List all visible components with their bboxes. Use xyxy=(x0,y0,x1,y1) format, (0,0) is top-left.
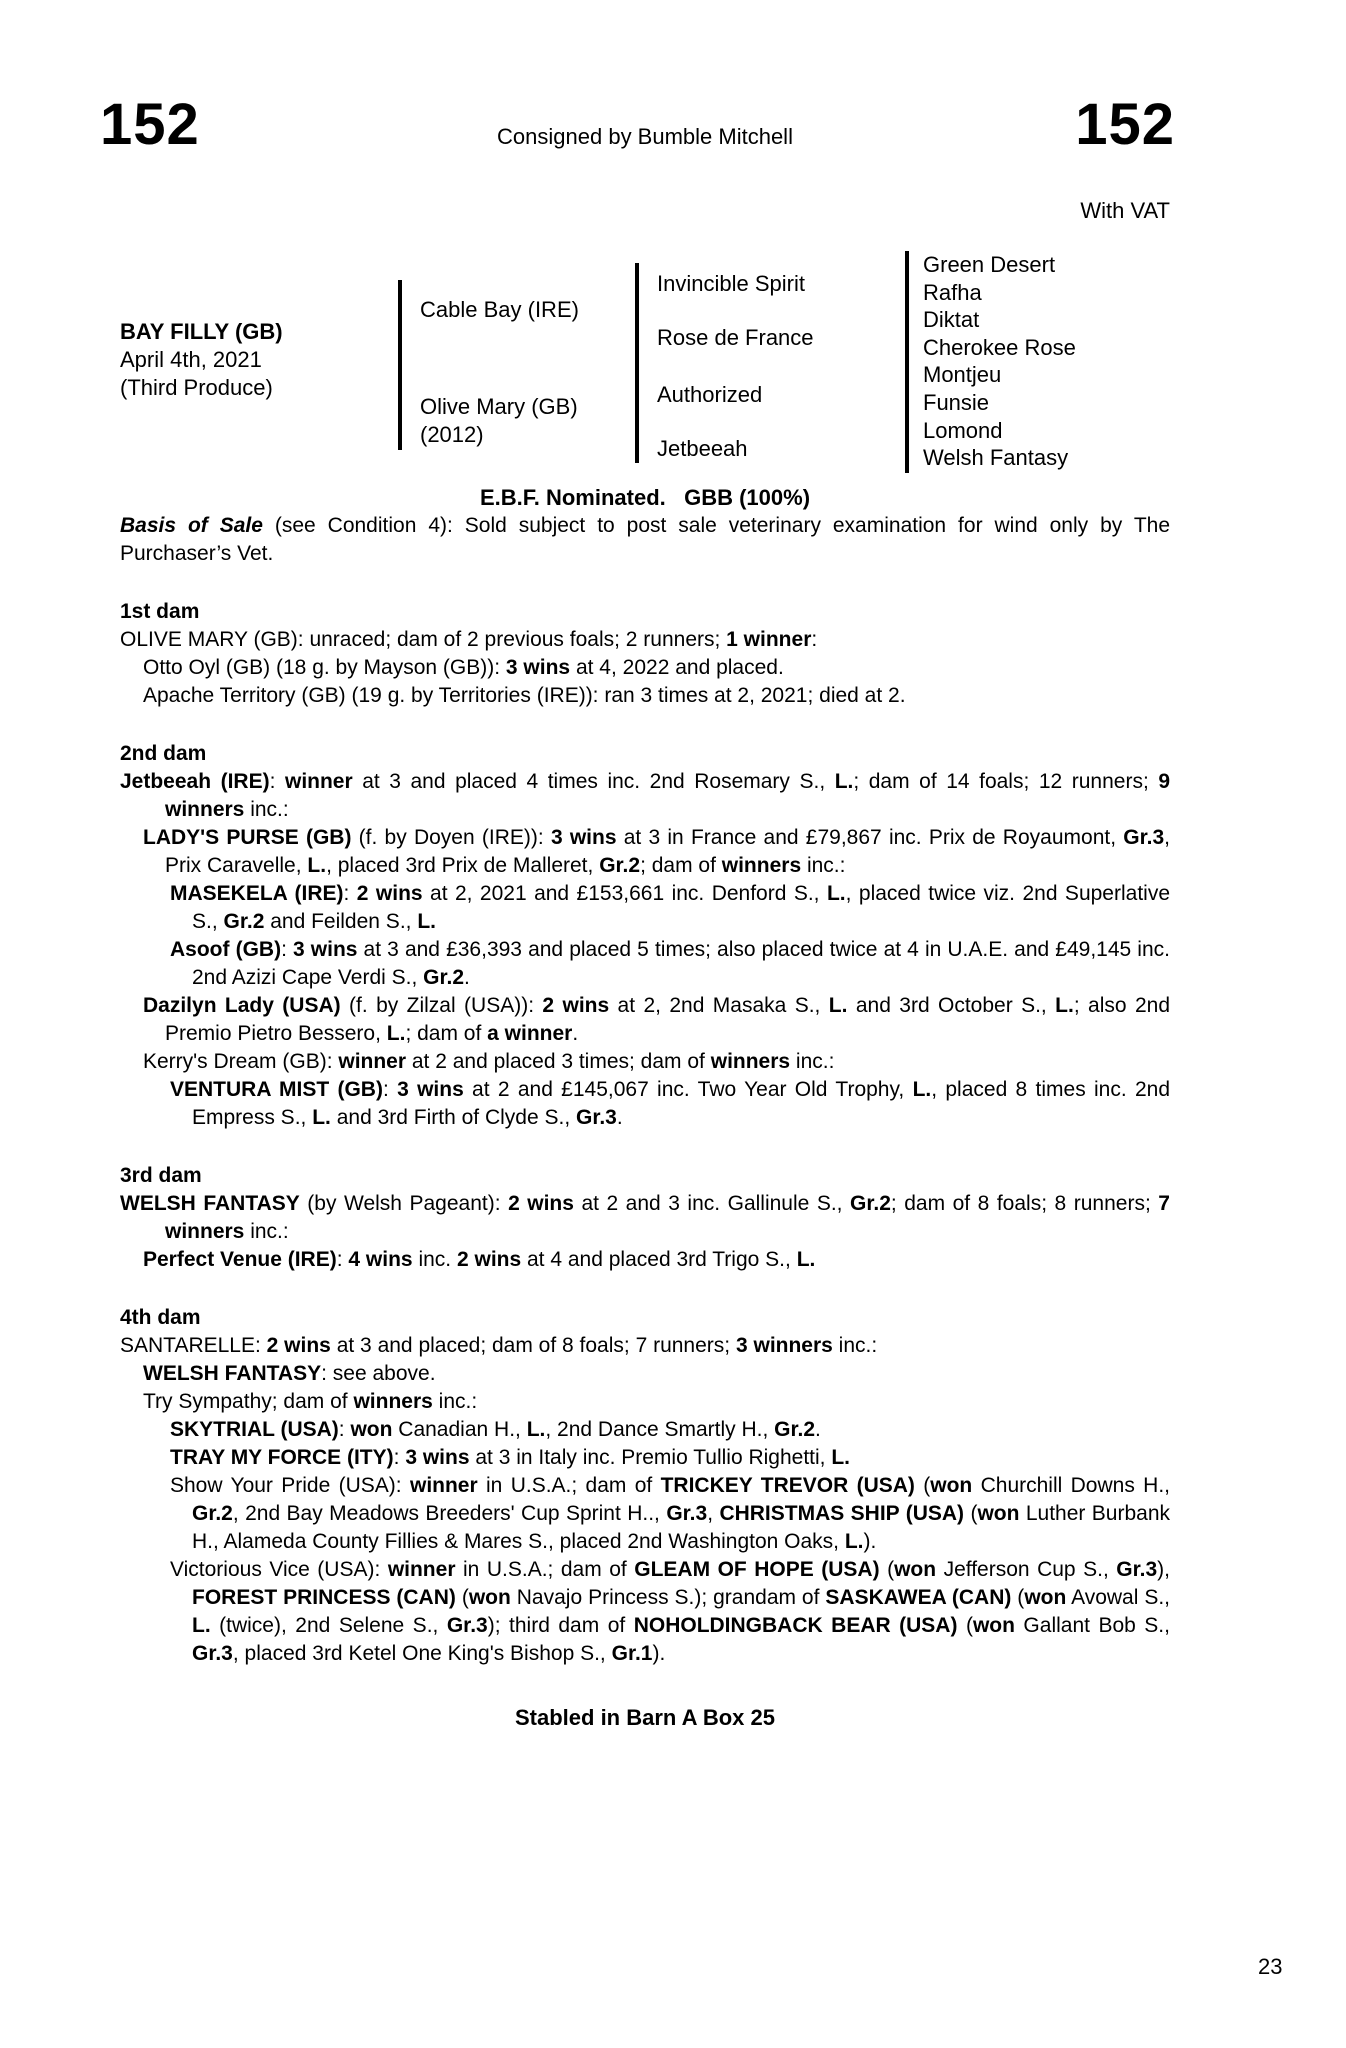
text-run: Gallant Bob S., xyxy=(1014,1614,1170,1637)
text-run: 1 winner xyxy=(726,628,812,651)
text-run: winner xyxy=(409,1474,478,1497)
text-run: Show Your Pride (USA): xyxy=(170,1474,410,1497)
text-run: ( xyxy=(957,1614,973,1637)
basis-of-sale xyxy=(120,512,1170,568)
text-run: ; dam of xyxy=(640,854,722,877)
text-run: at 3 in Italy inc. Premio Tullio Righetti, xyxy=(469,1446,832,1469)
text-run: ), xyxy=(1157,1558,1170,1581)
text-run: : xyxy=(343,882,357,905)
text-run: TRICKEY TREVOR (USA) xyxy=(660,1474,915,1497)
text-run: inc.: xyxy=(432,1390,478,1413)
text-run: winners xyxy=(721,854,802,877)
text-run: at 3 and placed 4 times inc. 2nd Rosemary S., xyxy=(352,770,835,793)
text-run: , 2nd Dance Smartly H., xyxy=(545,1418,775,1441)
text-run: and Feilden S., xyxy=(264,910,418,933)
text-run: 2 wins xyxy=(456,1248,522,1271)
text-run: ( xyxy=(1011,1586,1025,1609)
text-run: Basis of Sale xyxy=(120,514,263,537)
text-run: L. xyxy=(828,994,848,1017)
catalogue-body xyxy=(120,484,1170,1732)
text-run: WELSH FANTASY xyxy=(120,1192,300,1215)
catalogue-paragraph xyxy=(120,1332,1170,1360)
text-run: Gr.3 xyxy=(192,1642,233,1665)
catalogue-paragraph xyxy=(120,682,1170,710)
text-run: (f. by Zilzal (USA)): xyxy=(340,994,543,1017)
text-run: Otto Oyl (GB) (18 g. by Mayson (GB)): xyxy=(143,656,506,679)
text-run: (see Condition 4): Sold subject to post sale veterinary examination for wind only by The Purchaser’s Vet. xyxy=(120,514,1170,565)
text-run: Gr.1 xyxy=(611,1642,653,1665)
dam-section-heading: 3rd dam xyxy=(120,1164,202,1187)
text-run: at 2 and placed 3 times; dam of xyxy=(406,1050,711,1073)
text-run: , xyxy=(707,1502,720,1525)
text-run: in U.S.A.; dam of xyxy=(477,1474,661,1497)
dam-name: Olive Mary (GB) xyxy=(420,394,578,419)
text-run: L. xyxy=(307,854,327,877)
great-grandparent-name: Green Desert xyxy=(923,252,1056,277)
text-run: inc.: xyxy=(244,798,289,821)
grandparent-name: Rose de France xyxy=(657,325,814,350)
text-run: 3 wins xyxy=(505,656,571,679)
text-run: SANTARELLE: xyxy=(120,1334,267,1357)
catalogue-paragraph xyxy=(120,654,1170,682)
text-run: ). xyxy=(652,1642,666,1665)
text-run: : xyxy=(811,628,818,651)
text-run: NOHOLDINGBACK BEAR (USA) xyxy=(633,1614,958,1637)
sire-name: Cable Bay (IRE) xyxy=(420,297,579,322)
lot-number-right: 152 xyxy=(1075,92,1175,157)
text-run: , placed 8 times inc. 2nd Empress S., xyxy=(192,1078,1170,1129)
text-run: inc. xyxy=(412,1248,457,1271)
text-run: Avowal S., xyxy=(1066,1586,1171,1609)
pedigree-rule-1 xyxy=(398,280,402,450)
text-run: at 2, 2021 and £153,661 inc. Denford S., xyxy=(422,882,827,905)
pedigree-rule-3 xyxy=(905,251,909,473)
text-run: Jefferson Cup S., xyxy=(936,1558,1117,1581)
text-run: inc.: xyxy=(801,854,846,877)
text-run: ; also 2nd Premio Pietro Bessero, xyxy=(165,994,1170,1045)
page-number: 23 xyxy=(1258,1954,1283,1979)
text-run: Asoof (GB) xyxy=(170,938,282,961)
great-grandparent-name: Montjeu xyxy=(923,362,1002,388)
dam-block xyxy=(420,393,578,449)
text-run: Gr.3 xyxy=(1123,826,1165,849)
text-run: 4 wins xyxy=(348,1248,413,1271)
text-run: winner xyxy=(338,1050,407,1073)
text-run: Churchill Downs H., xyxy=(972,1474,1171,1497)
text-run: ( xyxy=(914,1474,931,1497)
text-run: , placed twice viz. 2nd Superlative S., xyxy=(192,882,1170,933)
text-run: FOREST PRINCESS (CAN) xyxy=(192,1586,456,1609)
text-run: won xyxy=(930,1474,973,1497)
grandparent-name: Authorized xyxy=(657,382,763,407)
text-run: and 3rd Firth of Clyde S., xyxy=(330,1106,576,1129)
text-run: CHRISTMAS SHIP (USA) xyxy=(719,1502,965,1525)
text-run: MASEKELA (IRE) xyxy=(170,882,344,905)
text-run: 2 wins xyxy=(356,882,423,905)
catalogue-paragraph xyxy=(120,1190,1170,1246)
text-run: at 4, 2022 and placed. xyxy=(570,656,784,679)
text-run: Gr.3 xyxy=(666,1502,708,1525)
text-run: winners xyxy=(710,1050,791,1073)
catalogue-paragraph xyxy=(120,824,1170,880)
text-run: L. xyxy=(826,882,846,905)
text-run: Canadian H., xyxy=(392,1418,527,1441)
text-run: winners xyxy=(353,1390,433,1413)
text-run: WELSH FANTASY xyxy=(143,1362,322,1385)
text-run: 2 wins xyxy=(266,1334,331,1357)
text-run: Gr.3 xyxy=(575,1106,617,1129)
text-run: (twice), 2nd Selene S., xyxy=(210,1614,447,1637)
text-run: L. xyxy=(526,1418,546,1441)
text-run: L. xyxy=(417,910,436,933)
text-run: L. xyxy=(912,1078,932,1101)
text-run: 3 winners xyxy=(735,1334,833,1357)
text-run: Gr.2 xyxy=(599,854,641,877)
text-run: Jetbeeah (IRE) xyxy=(120,770,270,793)
text-run: , 2nd Bay Meadows Breeders' Cup Sprint H.., xyxy=(232,1502,667,1525)
catalogue-paragraph xyxy=(120,626,1170,654)
text-run: : xyxy=(393,1446,406,1469)
subject-name: BAY FILLY (GB) xyxy=(120,319,283,344)
text-run: Gr.2 xyxy=(223,910,265,933)
consignor-line: Consigned by Bumble Mitchell xyxy=(497,124,793,149)
subject-block xyxy=(120,318,400,402)
text-run: 3 wins xyxy=(293,938,358,961)
text-run: : xyxy=(382,1078,398,1101)
text-run: . xyxy=(616,1106,623,1129)
great-grandparent-name: Lomond xyxy=(923,417,1003,443)
text-run: inc.: xyxy=(832,1334,878,1357)
pedigree-table xyxy=(0,0,1346,500)
subject-foaling-date: April 4th, 2021 xyxy=(120,347,262,372)
text-run: 7 winners xyxy=(165,1192,1170,1243)
text-run: Gr.2 xyxy=(423,966,465,989)
dam-section-heading: 4th dam xyxy=(120,1306,201,1329)
text-run: 3 wins xyxy=(397,1078,464,1101)
catalogue-paragraph xyxy=(120,1444,1170,1472)
great-grandparent-name: Cherokee Rose xyxy=(923,334,1076,360)
catalogue-paragraph xyxy=(120,1556,1170,1668)
text-run: won xyxy=(972,1614,1015,1637)
great-grandparent-name: Rafha xyxy=(923,279,982,305)
dam-section-heading: 1st dam xyxy=(120,600,200,623)
text-run: , Prix Caravelle, xyxy=(165,826,1170,877)
text-run: . xyxy=(815,1418,821,1441)
dam-year: (2012) xyxy=(420,422,484,447)
text-run: at 3 and £36,393 and placed 5 times; also placed twice at 4 in U.A.E. and £49,145 inc. 2nd Azizi Cape Verdi S., xyxy=(192,938,1170,989)
text-run: L. xyxy=(796,1248,816,1271)
text-run: ); third dam of xyxy=(487,1614,634,1637)
text-run: 9 winners xyxy=(165,770,1171,821)
text-run: Dazilyn Lady (USA) xyxy=(143,994,341,1017)
text-run: ; dam of 8 foals; 8 runners; xyxy=(890,1192,1159,1215)
subject-produce-note: (Third Produce) xyxy=(120,375,273,400)
text-run: Gr.2 xyxy=(850,1192,891,1215)
catalogue-paragraph xyxy=(120,768,1170,824)
text-run: Luther Burbank H., Alameda County Fillies & Mares S., placed 2nd Washington Oaks, xyxy=(192,1502,1171,1553)
text-run: 2 wins xyxy=(508,1192,574,1215)
text-run: at 2 and £145,067 inc. Two Year Old Trophy, xyxy=(463,1078,913,1101)
vat-note: With VAT xyxy=(1080,198,1170,223)
text-run: . xyxy=(464,966,470,989)
text-run: 3 wins xyxy=(550,826,617,849)
text-run: Navajo Princess S.); grandam of xyxy=(510,1586,826,1609)
text-run: 2 wins xyxy=(542,994,610,1017)
text-run: Victorious Vice (USA): xyxy=(170,1558,388,1581)
catalogue-paragraph xyxy=(120,992,1170,1048)
text-run: at 4 and placed 3rd Trigo S., xyxy=(521,1248,797,1271)
ebf-gbb-line: E.B.F. Nominated. GBB (100%) xyxy=(479,485,811,510)
text-run: : xyxy=(336,1248,349,1271)
great-grandparent-name: Welsh Fantasy xyxy=(923,445,1069,471)
text-run: SASKAWEA (CAN) xyxy=(825,1586,1012,1609)
text-run: (by Welsh Pageant): xyxy=(299,1192,509,1215)
text-run: , placed 3rd Prix de Malleret, xyxy=(326,854,600,877)
text-run: won xyxy=(468,1586,511,1609)
text-run: GLEAM OF HOPE (USA) xyxy=(634,1558,880,1581)
text-run: won xyxy=(894,1558,937,1581)
catalogue-paragraph xyxy=(120,936,1170,992)
text-run: at 2, 2nd Masaka S., xyxy=(609,994,829,1017)
text-run: ( xyxy=(964,1502,978,1525)
text-run: L. xyxy=(312,1106,331,1129)
catalogue-paragraph xyxy=(120,1076,1170,1132)
grandparent-name: Jetbeeah xyxy=(657,436,748,461)
text-run: TRAY MY FORCE (ITY) xyxy=(170,1446,394,1469)
text-run: a winner xyxy=(487,1022,573,1045)
text-run: (f. by Doyen (IRE)): xyxy=(351,826,551,849)
great-grandparents-column xyxy=(923,251,1076,472)
text-run: . xyxy=(572,1022,579,1045)
stabling-note: Stabled in Barn A Box 25 xyxy=(515,1705,775,1730)
text-run: at 2 and 3 inc. Gallinule S., xyxy=(573,1192,851,1215)
text-run: Apache Territory (GB) (19 g. by Territories (IRE)): ran 3 times at 2, 2021; died at 2. xyxy=(143,684,906,707)
text-run: ). xyxy=(863,1530,877,1553)
text-run: and 3rd October S., xyxy=(847,994,1056,1017)
text-run: 3 wins xyxy=(405,1446,470,1469)
text-run: SKYTRIAL (USA) xyxy=(170,1418,339,1441)
dam-section-heading: 2nd dam xyxy=(120,742,207,765)
text-run: at 3 in France and £79,867 inc. Prix de Royaumont, xyxy=(616,826,1124,849)
catalogue-paragraph xyxy=(120,880,1170,936)
text-run: inc.: xyxy=(244,1220,289,1243)
catalogue-paragraph xyxy=(120,1048,1170,1076)
text-run: Perfect Venue (IRE) xyxy=(143,1248,337,1271)
catalogue-paragraph xyxy=(120,1416,1170,1444)
text-run: won xyxy=(977,1502,1020,1525)
pedigree-rule-2 xyxy=(635,263,639,463)
lot-number-left: 152 xyxy=(100,92,200,157)
text-run: ( xyxy=(455,1586,469,1609)
text-run: LADY'S PURSE (GB) xyxy=(143,826,352,849)
text-run: L. xyxy=(1055,994,1074,1017)
text-run: won xyxy=(1024,1586,1067,1609)
text-run: winner xyxy=(284,770,353,793)
text-run: L. xyxy=(386,1022,406,1045)
text-run: Kerry's Dream (GB): xyxy=(143,1050,339,1073)
text-run: winner xyxy=(387,1558,456,1581)
text-run: Gr.3 xyxy=(446,1614,488,1637)
text-run: Try Sympathy; dam of xyxy=(143,1390,354,1413)
text-run: Gr.3 xyxy=(1116,1558,1158,1581)
text-run: won xyxy=(350,1418,393,1441)
text-run: Gr.2 xyxy=(192,1502,233,1525)
text-run: L. xyxy=(834,770,854,793)
great-grandparent-name: Funsie xyxy=(923,389,990,415)
text-run: L. xyxy=(844,1530,864,1553)
text-run: ( xyxy=(879,1558,895,1581)
grandparent-name: Invincible Spirit xyxy=(657,271,805,296)
text-run: : xyxy=(338,1418,351,1441)
text-run: inc.: xyxy=(790,1050,835,1073)
catalogue-paragraph xyxy=(120,1472,1170,1556)
text-run: : xyxy=(269,770,285,793)
text-run: VENTURA MIST (GB) xyxy=(170,1078,383,1101)
text-run: L. xyxy=(192,1614,211,1637)
text-run: L. xyxy=(831,1446,851,1469)
text-run: : xyxy=(281,938,294,961)
text-run: , placed 3rd Ketel One King's Bishop S., xyxy=(232,1642,612,1665)
text-run: in U.S.A.; dam of xyxy=(455,1558,635,1581)
text-run: Gr.2 xyxy=(774,1418,816,1441)
catalogue-paragraph xyxy=(120,1388,1170,1416)
great-grandparent-name: Diktat xyxy=(923,307,980,333)
catalogue-paragraph xyxy=(120,1360,1170,1388)
text-run: at 3 and placed; dam of 8 foals; 7 runners; xyxy=(330,1334,736,1357)
catalogue-sections xyxy=(120,598,1170,1668)
text-run: ; dam of 14 foals; 12 runners; xyxy=(853,770,1159,793)
catalogue-paragraph xyxy=(120,1246,1170,1274)
text-run: : see above. xyxy=(321,1362,436,1385)
text-run: ; dam of xyxy=(405,1022,488,1045)
text-run: OLIVE MARY (GB): unraced; dam of 2 previous foals; 2 runners; xyxy=(120,628,727,651)
